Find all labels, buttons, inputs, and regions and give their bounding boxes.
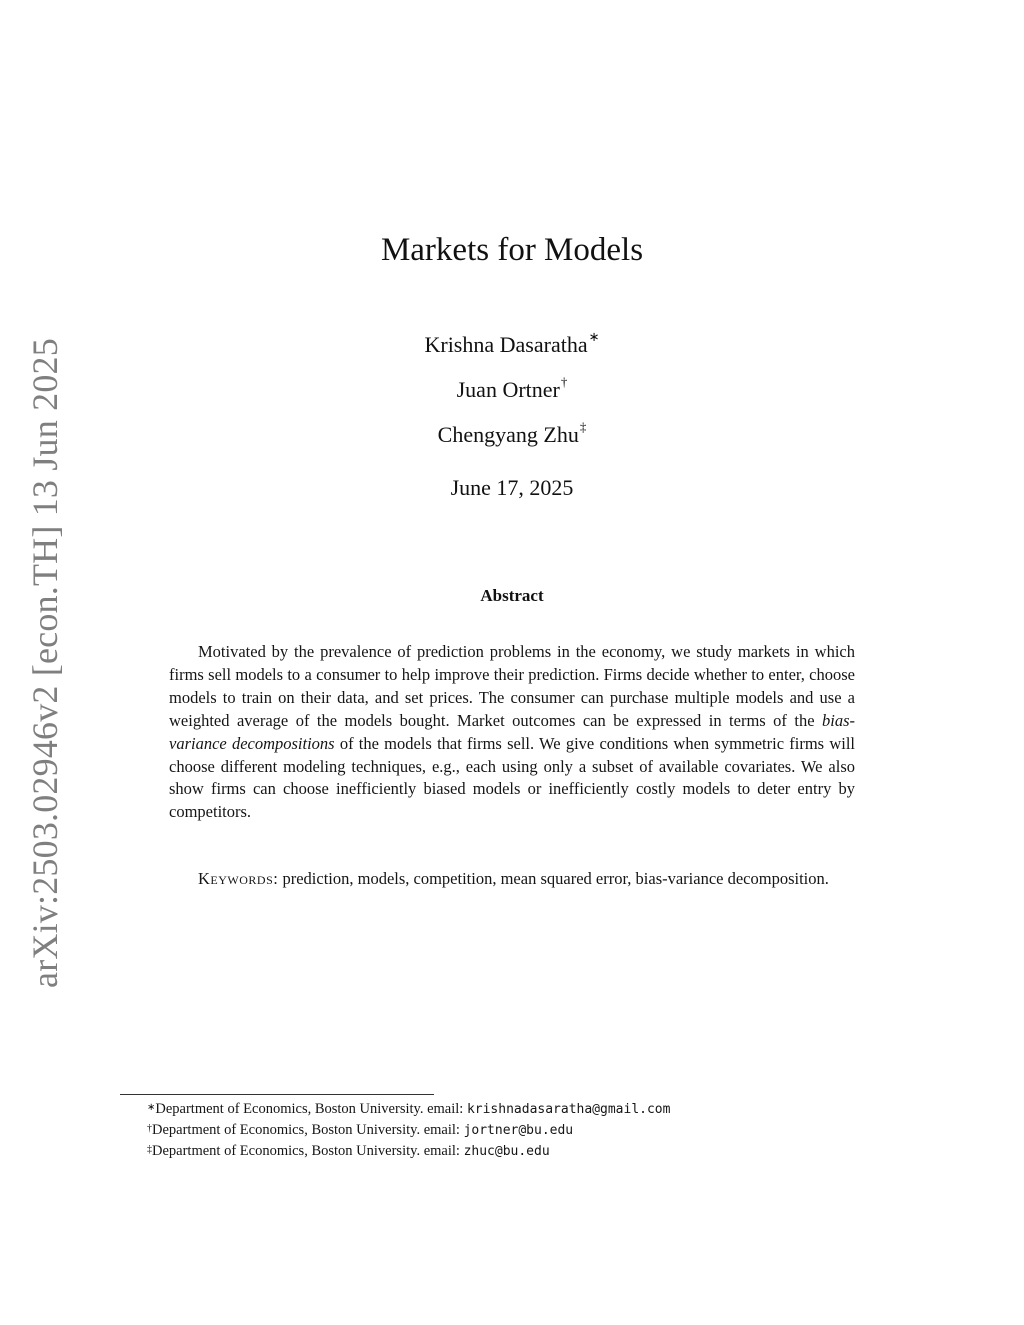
footnote-affiliation: Department of Economics, Boston University. email: [152,1122,464,1138]
author-2 [0,374,1024,403]
author-name: Juan Ortner [456,377,560,402]
author-footnote-mark: † [560,374,568,389]
footnote-divider [120,1094,434,1095]
paper-title: Markets for Models [380,232,644,268]
keywords-label: Keywords: [198,869,279,888]
arxiv-identifier-text: arXiv:2503.02946v2 [econ.TH] 13 Jun 2025 [25,337,65,988]
abstract-text-part-2: of the models that firms sell. We give conditions when symmetric firms will choose different modeling techniques, e.g., each using only a subset of available covariates. We also show firms can choose inefficiently biased models or inefficiently costly models to deter entry by competitors. [169,733,855,822]
footnote-affiliation: Department of Economics, Boston University. email: [155,1101,467,1117]
footnote-email: zhuc@bu.edu [463,1144,550,1159]
abstract-body [169,641,855,824]
footnote-affiliation: Department of Economics, Boston University. email: [152,1143,464,1159]
abstract-heading: Abstract [480,586,544,605]
author-footnote-mark: ‡ [579,419,587,434]
footnotes [147,1099,907,1162]
footnote-mark: † [147,1123,152,1134]
author-3 [0,419,1024,448]
author-name: Chengyang Zhu [437,422,579,447]
footnote-3 [147,1141,907,1162]
footnote-mark: ∗ [147,1102,156,1113]
paper-date: June 17, 2025 [450,475,574,500]
abstract-text-part-1: Motivated by the prevalence of prediction problems in the economy, we study markets in which firms sell models to a consumer to help improve their prediction. Firms decide whether to enter, choose models to train on their data, and set prices. The consumer can purchase multiple models and use a weighted average of the models bought. Market outcomes can be expressed in terms of the [169,642,855,730]
author-footnote-mark: ∗ [588,329,600,344]
footnote-email: krishnadasaratha@gmail.com [466,1102,671,1117]
author-1 [0,329,1024,358]
abstract-emphasis: bias-variance decompositions [169,710,855,753]
footnote-mark: ‡ [147,1144,152,1155]
footnote-1 [147,1099,907,1120]
keywords-paragraph [169,868,855,891]
author-name: Krishna Dasaratha [424,332,588,357]
footnote-email: jortner@bu.edu [463,1123,574,1138]
keywords-text: prediction, models, competition, mean squared error, bias-variance decomposition. [282,869,829,888]
footnote-2 [147,1120,907,1141]
